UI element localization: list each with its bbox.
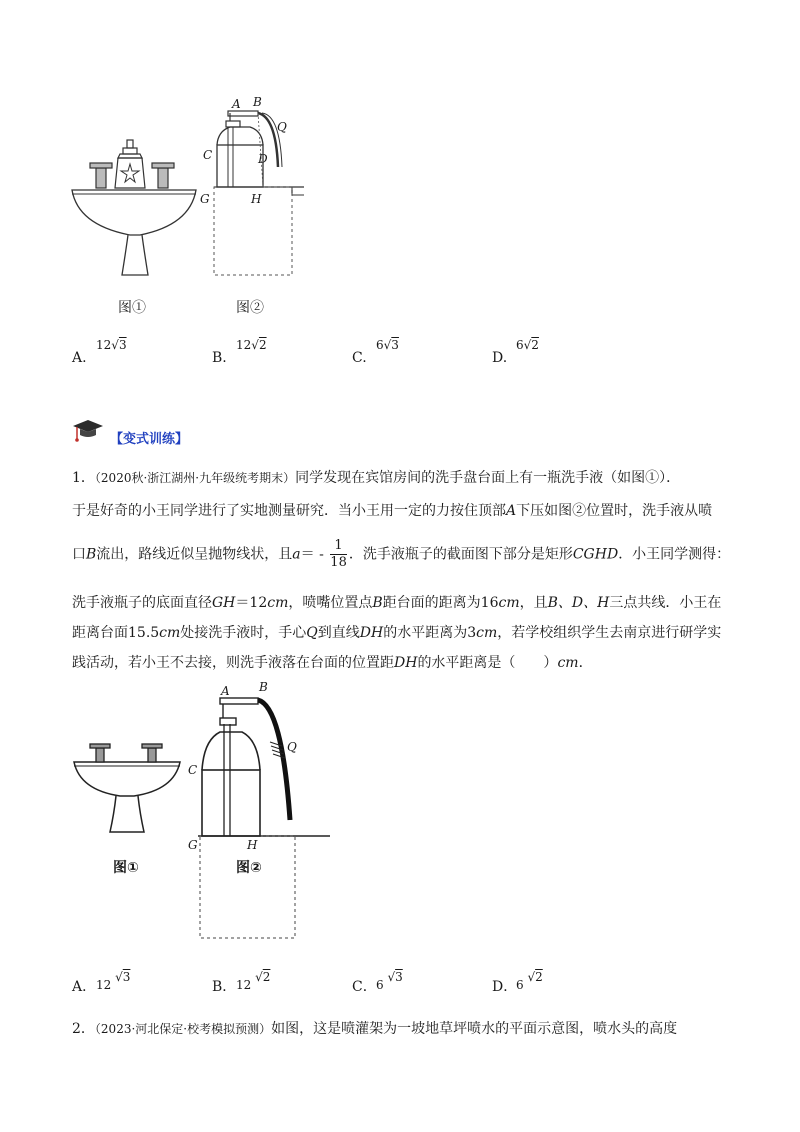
mid-figure-1-sink: [72, 738, 182, 838]
problem1-line3: 口B流出，路线近似呈抛物线状，且a＝ - $\frac{1}{18}$ ．洗手液瓶子的截面图下部分是矩形CGHD．小王同学测得：: [72, 538, 731, 570]
problem1-line2: 于是好奇的小王同学进行了实地测量研究．当小王用一定的力按住顶部A下压如图②位置时，洗手液从喷: [72, 503, 713, 519]
mid-point-label-C: C: [188, 763, 198, 777]
problem1-line6: 践活动，若小王不去接，则洗手液落在台面的位置距DH的水平距离是（ ）cm．: [72, 655, 593, 671]
problem1-line1: [72, 467, 680, 487]
top-point-label-C: C: [203, 148, 213, 162]
mid-point-label-G: G: [188, 838, 198, 852]
top-point-label-A: A: [232, 97, 241, 111]
top-figure-1-label: 图①: [118, 300, 146, 316]
choice-value: 12 √2: [236, 970, 271, 992]
choice-letter: B．: [212, 979, 237, 995]
mid-figure-2-label: 图②: [236, 860, 262, 876]
mid-figure-1-label: 图①: [113, 860, 139, 876]
choice-value: 12√2: [236, 338, 267, 352]
top-point-label-B: B: [253, 95, 262, 109]
choice-value: 6√2: [516, 338, 539, 352]
top-point-label-D: D: [258, 152, 268, 166]
choice-value: 6√3: [376, 338, 399, 352]
choice-value: 12√3: [96, 338, 127, 352]
problem2-text: 如图，这是喷灌架为一坡地草坪喷水的平面示意图，喷水头的高度: [271, 1021, 678, 1037]
graduation-cap-icon: [72, 418, 104, 444]
problem1-line4: 洗手液瓶子的底面直径GH＝12cm，喷嘴位置点B距台面的距离为16cm，且B、D、H三点共线．小王在: [72, 595, 722, 611]
choice-letter: A．: [72, 979, 97, 995]
top-figure-2-diagram: [200, 95, 310, 285]
problem2-source: （2023·河北保定·校考模拟预测）: [94, 1022, 272, 1036]
top-point-label-Q: Q: [277, 120, 287, 134]
problem1-line1-text: 同学发现在宾馆房间的洗手盘台面上有一瓶洗手液（如图①）．: [295, 470, 681, 486]
mid-figure-2-diagram: [190, 680, 335, 942]
choice-value: 12 √3: [96, 970, 131, 992]
top-point-label-G: G: [200, 192, 210, 206]
problem1-source: （2020秋·浙江湖州·九年级统考期末）: [94, 471, 296, 485]
fraction-one-eighteenth: $\frac{1}{18}$: [330, 538, 347, 570]
choice-letter: B.: [212, 350, 227, 366]
section-title: 【变式训练】: [110, 432, 189, 447]
top-figure-1-sink: [70, 130, 200, 280]
problem1-line5: 距离台面15.5cm处接洗手液时，手心Q到直线DH的水平距离为3cm，若学校组织学生去南京进行研学实: [72, 625, 722, 641]
choice-letter: C．: [352, 979, 377, 995]
problem1-number: 1．: [72, 470, 95, 486]
choice-value: 6 √3: [376, 970, 403, 992]
mid-point-label-A: A: [221, 684, 230, 698]
mid-point-label-H: H: [247, 838, 258, 852]
top-point-label-H: H: [251, 192, 262, 206]
choice-letter: D．: [492, 979, 518, 995]
choice-letter: A.: [72, 350, 87, 366]
problem2-number: 2．: [72, 1021, 95, 1037]
mid-point-label-B: B: [259, 680, 268, 694]
choice-letter: D.: [492, 350, 508, 366]
problem1-choices: [72, 962, 732, 995]
top-choices: [72, 338, 732, 368]
problem2-line1: [72, 1018, 677, 1038]
choice-value: 6 √2: [516, 970, 543, 992]
choice-letter: C.: [352, 350, 367, 366]
top-figure-2-label: 图②: [236, 300, 264, 316]
mid-point-label-Q: Q: [287, 740, 297, 754]
